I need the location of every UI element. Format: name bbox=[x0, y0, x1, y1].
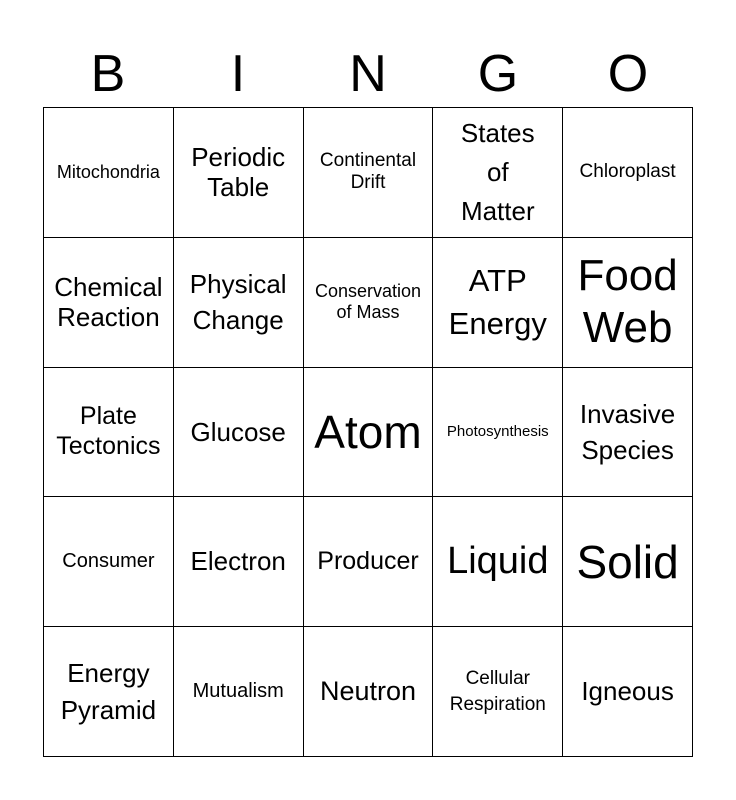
bingo-header bbox=[43, 44, 693, 104]
bingo-cell[interactable] bbox=[433, 627, 563, 757]
cell-label: Solid bbox=[576, 535, 679, 588]
bingo-cell[interactable] bbox=[304, 238, 434, 368]
cell-label: Plate Tectonics bbox=[56, 402, 161, 460]
cell-label: Igneous bbox=[581, 676, 674, 707]
bingo-cell[interactable] bbox=[304, 108, 434, 238]
cell-label: Chloroplast bbox=[579, 161, 676, 183]
cell-label: Mutualism bbox=[192, 679, 284, 702]
bingo-cell[interactable] bbox=[44, 368, 174, 498]
bingo-cell[interactable] bbox=[433, 497, 563, 627]
bingo-cell[interactable] bbox=[44, 497, 174, 627]
bingo-cell[interactable] bbox=[174, 368, 304, 498]
cell-label: Physical Change bbox=[189, 268, 287, 336]
cell-label: Cellular Respiration bbox=[449, 667, 546, 715]
cell-label: Periodic Table bbox=[191, 141, 286, 203]
cell-label: Electron bbox=[190, 546, 286, 577]
bingo-cell[interactable] bbox=[563, 238, 693, 368]
bingo-cell[interactable] bbox=[44, 627, 174, 757]
header-letter-n: N bbox=[349, 45, 387, 103]
bingo-cell[interactable] bbox=[304, 497, 434, 627]
bingo-cell[interactable] bbox=[44, 108, 174, 238]
bingo-cell[interactable] bbox=[304, 627, 434, 757]
bingo-cell[interactable] bbox=[563, 627, 693, 757]
cell-label: Liquid bbox=[447, 540, 549, 583]
cell-label: Invasive Species bbox=[579, 398, 676, 465]
cell-label: Conservation of Mass bbox=[314, 280, 422, 323]
cell-label: Glucose bbox=[190, 416, 286, 447]
cell-label: States of Matter bbox=[460, 117, 535, 226]
bingo-cell[interactable] bbox=[174, 108, 304, 238]
bingo-cell[interactable] bbox=[44, 238, 174, 368]
header-letter-g: G bbox=[477, 45, 519, 103]
cell-label: Mitochondria bbox=[56, 161, 160, 182]
cell-label: Atom bbox=[314, 405, 422, 458]
cell-label: Food Web bbox=[577, 251, 678, 353]
bingo-cell[interactable] bbox=[174, 497, 304, 627]
cell-label: Producer bbox=[317, 547, 419, 576]
cell-label: Photosynthesis bbox=[446, 423, 549, 441]
bingo-cell[interactable] bbox=[174, 238, 304, 368]
bingo-cell[interactable] bbox=[433, 238, 563, 368]
bingo-board bbox=[43, 107, 693, 757]
cell-label: Continental Drift bbox=[319, 149, 417, 194]
cell-label: ATP Energy bbox=[448, 262, 547, 342]
bingo-cell[interactable] bbox=[433, 108, 563, 238]
bingo-cell[interactable] bbox=[563, 108, 693, 238]
cell-label: Neutron bbox=[319, 675, 417, 706]
header-letter-b: B bbox=[90, 45, 126, 103]
cell-label: Chemical Reaction bbox=[54, 271, 163, 333]
header-letter-o: O bbox=[607, 45, 649, 103]
bingo-cell[interactable] bbox=[563, 368, 693, 498]
bingo-cell[interactable] bbox=[174, 627, 304, 757]
bingo-cell[interactable] bbox=[563, 497, 693, 627]
bingo-cell[interactable] bbox=[304, 368, 434, 498]
bingo-cell[interactable] bbox=[433, 368, 563, 498]
cell-label: Consumer bbox=[62, 549, 155, 572]
header-letter-i: I bbox=[230, 45, 246, 103]
cell-label: Energy Pyramid bbox=[60, 658, 157, 725]
